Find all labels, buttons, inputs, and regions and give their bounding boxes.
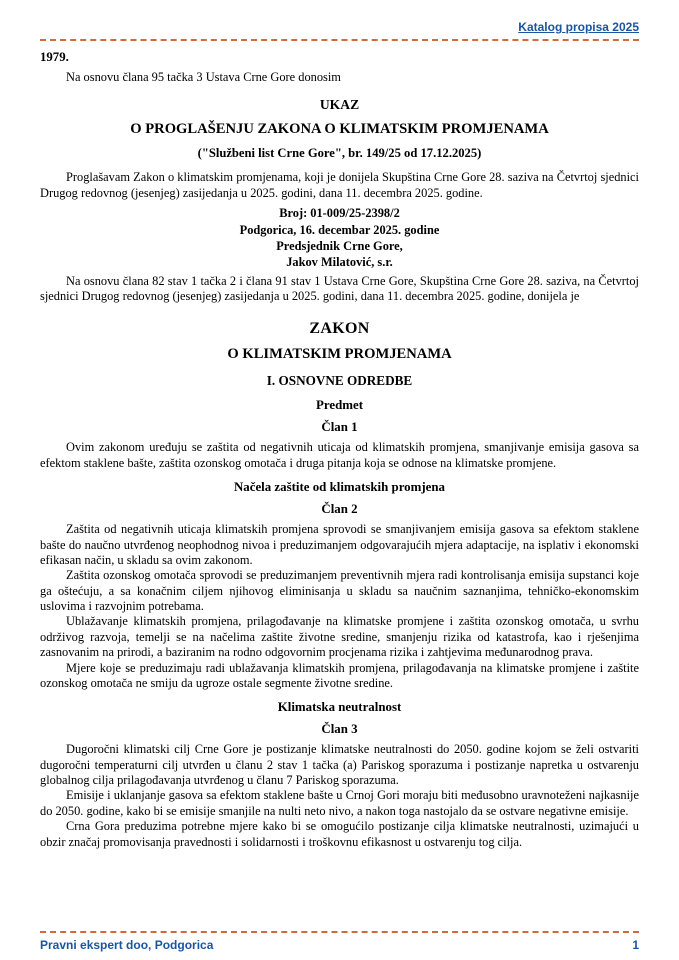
- section-heading-nacela: Načela zaštite od klimatskih promjena: [233, 480, 445, 495]
- article-label-clan-3: Član 3: [321, 722, 358, 737]
- article-paragraph: Crna Gora preduzima potrebne mjere kako bi se omogućilo postizanje cilja klimatske neutralnosti, uzimajući u obzir značaj promovisanja pravednosti i solidarnosti i troškovnu efikasnost u ostvarenju tog cilja.: [40, 819, 639, 849]
- signer-name: Jakov Milatović, s.r.: [286, 255, 393, 270]
- ukaz-subtitle: O PROGLAŠENJU ZAKONA O KLIMATSKIM PROMJENAMA: [130, 121, 549, 138]
- intro-line: Na osnovu člana 95 tačka 3 Ustava Crne Gore donosim: [66, 70, 341, 84]
- article-paragraph: Ublažavanje klimatskih promjena, prilagođavanje na klimatske promjene i zaštita ozonskog omotača, u svrhu održivog razvoja, temelji se na načelima zaštite životne sredine, smanjenju rizika od katastrofa, kao i rješenjima zasnovanim na prirodi, a baziranim na rodno odgovornim procjenama rizika i zahtjevima međunarodnog prava.: [40, 614, 639, 660]
- section-heading-neutralnost: Klimatska neutralnost: [277, 700, 402, 715]
- article-paragraph: Ovim zakonom uređuju se zaštita od negativnih uticaja od klimatskih promjena, smanjivanje emisija gasova sa efektom staklene bašte, zaštita ozonskog omotača i druga pitanja koja se odnose na klimatske promjene.: [40, 440, 639, 470]
- chapter-heading: I. OSNOVNE ODREDBE: [266, 373, 413, 389]
- article-label-clan-2: Član 2: [321, 502, 358, 517]
- page-header: [40, 20, 639, 39]
- document-content: [40, 41, 639, 850]
- publisher-label: Pravni ekspert doo, Podgorica: [40, 938, 214, 952]
- article-paragraph: Zaštita od negativnih uticaja klimatskih promjena sprovodi se smanjivanjem emisija gasova sa efektom staklene bašte do naučno utvrđenog neophodnog nivoa i preduzimanjem odgovarajućih mjera adaptacije, na isplativ i ekonomski efikasan način, u skladu sa ovim zakonom.: [40, 522, 639, 567]
- proclamation-paragraph: Proglašavam Zakon o klimatskim promjenama, koji je donijela Skupština Crne Gore 28. saziva na Četvrtoj sjednici Drugog redovnog (jesenjeg) zasijedanja u 2025. godini, dana 11. decembra 2025. godine.: [40, 170, 639, 200]
- signature-block: [40, 205, 639, 271]
- article-paragraph: Emisije i uklanjanje gasova sa efektom staklene bašte u Crnoj Gori moraju biti međusobno uravnoteženi najkasnije do 2050. godine, kako bi se emisije smanjile na nulti neto nivo, a nakon toga nastojalo da se ostvare negativne emisije.: [40, 788, 639, 818]
- decree-number-line: Broj: 01-009/25-2398/2: [279, 206, 400, 221]
- law-title: ZAKON: [309, 320, 370, 338]
- article-paragraph: Mjere koje se preduzimaju radi ublažavanja klimatskih promjena, prilagođavanja na klimatske promjene i zaštite ozonskog omotača ne smiju da ugroze ostale segmente životne sredine.: [40, 660, 639, 690]
- item-number: 1979.: [40, 50, 69, 64]
- gazette-reference: ("Službeni list Crne Gore", br. 149/25 od 17.12.2025): [197, 146, 482, 161]
- law-basis-paragraph: Na osnovu člana 82 stav 1 tačka 2 i člana 91 stav 1 Ustava Crne Gore, Skupština Crne Gore 28. saziva, na Četvrtoj sjednici Drugog redovnog (jesenjeg) zasijedanja u 2025. godini, dana 11. decembra 2025. godine, donijela je: [40, 273, 639, 303]
- signer-title: Predsjednik Crne Gore,: [276, 238, 403, 253]
- page-number: 1: [632, 938, 639, 952]
- section-heading-predmet: Predmet: [315, 398, 363, 413]
- article-paragraph: Dugoročni klimatski cilj Crne Gore je postizanje klimatske neutralnosti do 2050. godine kojom se želi ostvariti dugoročni temperaturni cilj utvrđen u članu 2 stav 1 tačka (a) Pariskog sporazuma i postizanje napretka u ostvarenju globalnog cilja prilagođavanja utvrđenog u članu 7 Pariskog sporazuma.: [40, 742, 639, 787]
- ukaz-title: UKAZ: [319, 97, 360, 113]
- catalog-propisa-link[interactable]: Katalog propisa 2025: [518, 20, 639, 34]
- page-footer: [40, 931, 639, 952]
- place-date-line: Podgorica, 16. decembar 2025. godine: [239, 222, 440, 237]
- article-paragraph: Zaštita ozonskog omotača sprovodi se preduzimanjem preventivnih mjera radi kontrolisanja emisija supstanci koje ga oštećuju, a sa konačnim ciljem njihovog eliminisanja u skladu sa naučnim saznanjima, tehničko-ekonomskim uslovima i razvojnim potrebama.: [40, 568, 639, 613]
- article-label-clan-1: Član 1: [321, 420, 358, 435]
- law-subtitle: O KLIMATSKIM PROMJENAMA: [227, 346, 452, 363]
